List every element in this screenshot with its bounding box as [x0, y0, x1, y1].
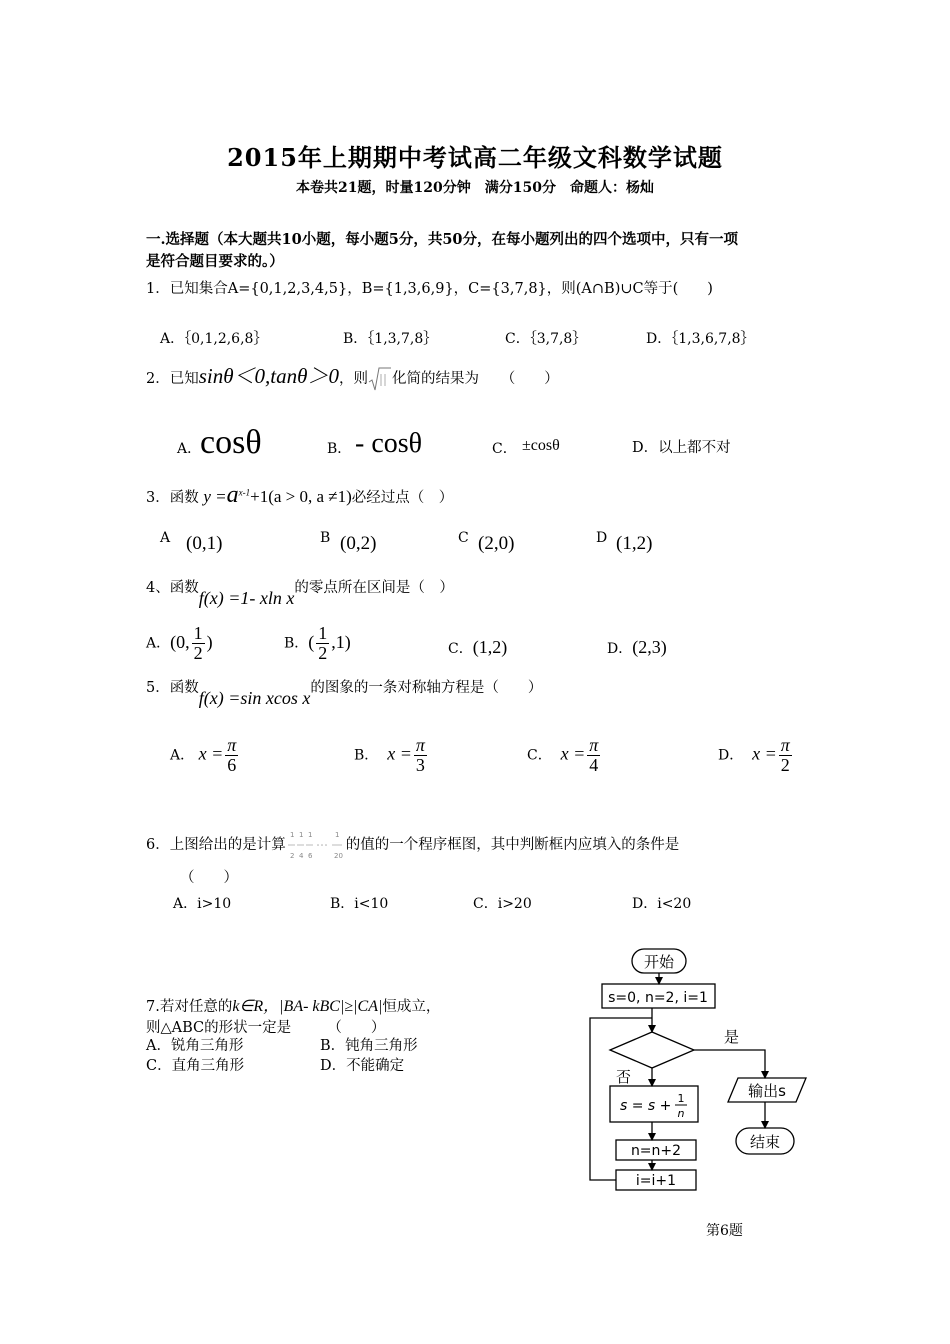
q2-option-a: cosθ [200, 424, 262, 461]
flow-yes-label: 是 [724, 1028, 740, 1046]
q7-option-b: B．钝角三角形 [320, 1038, 418, 1054]
flow-end-label: 结束 [749, 1133, 781, 1151]
radical-icon [368, 366, 392, 392]
q4-option-d: D．(2,3) [607, 637, 667, 657]
q4-option-a: A．(0, $\frac{1}{2}$ ) [146, 623, 213, 663]
q7-option-d: D．不能确定 [320, 1058, 405, 1074]
q2-prefix: 2．已知 [146, 371, 199, 387]
q6-option-d: D．i<20 [632, 896, 692, 912]
q3-option-a: (0,1) [186, 533, 223, 554]
flow-frac-num: 1 [677, 1092, 685, 1105]
sum-formula-icon [286, 828, 346, 862]
section-heading-line1: 一.选择题（本大题共10小题，每小题5分，共50分，在每小题列出的四个选项中，只有一项 [146, 231, 738, 248]
flow-output-label: 输出s [748, 1082, 786, 1100]
q7-option-a: A．锐角三角形 [146, 1038, 244, 1054]
q3-option-c: (2,0) [478, 533, 515, 554]
q4-option-c: C．(1,2) [448, 637, 508, 657]
q2-option-c-label: C． [492, 441, 517, 457]
q4-option-b: B．( $\frac{1}{2}$ ,1) [284, 623, 351, 663]
page-subtitle: 本卷共21题，时量120分钟 满分150分 命题人：杨灿 [296, 180, 654, 196]
q3-option-a-label: A [160, 530, 171, 546]
q1-option-a: A．｛0,1,2,6,8｝ [160, 331, 268, 347]
flow-update-i-label: i=i+1 [635, 1173, 677, 1189]
q2-option-d: D．以上都不对 [632, 440, 731, 456]
question-1: 1．已知集合A={0,1,2,3,4,5}，B={1,3,6,9}，C={3,7,8}，则(A∩B)∪C等于( ) [146, 281, 713, 297]
section-heading-line2: 是符合题目要求的。） [146, 253, 284, 270]
q5-option-c: C． x = $\frac{\pi}{4}$ [527, 735, 599, 775]
q3-option-b: (0,2) [340, 533, 377, 554]
svg-text:20: 20 [333, 852, 343, 860]
question-5: 5．函数f(x) =sin xcos x的图象的一条对称轴方程是（ ） [146, 680, 543, 708]
q2-suffix: 化简的结果为 （ ） [391, 371, 559, 387]
flowchart [588, 944, 818, 1214]
q1-option-d: D．｛1,3,6,7,8｝ [646, 331, 755, 347]
svg-text:2: 2 [289, 852, 295, 860]
q3-option-b-label: B [320, 530, 331, 546]
q7-option-c: C．直角三角形 [146, 1058, 245, 1074]
q3-option-d-label: D [596, 530, 608, 546]
q7-formula: k∈R，|BA- kBC|≥|CA| [232, 998, 383, 1015]
svg-text:1: 1 [298, 831, 304, 839]
flow-update-n-label: n=n+2 [630, 1143, 682, 1159]
q1-option-c: C．｛3,7,8｝ [505, 331, 587, 347]
q6-option-b: B．i<10 [330, 896, 389, 912]
q1-option-b: B．｛1,3,7,8｝ [343, 331, 438, 347]
question-2 [146, 360, 559, 392]
flow-init-label: s=0, n=2, i=1 [608, 990, 708, 1006]
q2-option-b-label: B． [327, 441, 352, 457]
q2-option-a-label: A． [177, 441, 202, 457]
svg-text:4: 4 [298, 852, 304, 860]
figure-caption: 第6题 [706, 1223, 743, 1239]
svg-text:6: 6 [307, 852, 313, 860]
question-3: 3．函数 $y =a^{x-1}+1(a > 0$, a ≠1)必经过点（ ） [146, 482, 454, 508]
svg-text:1: 1 [289, 831, 295, 839]
q6-option-c: C．i>20 [473, 896, 532, 912]
svg-text:1: 1 [307, 831, 313, 839]
q5-option-b: B． x = $\frac{\pi}{3}$ [354, 735, 425, 775]
q2-option-b: - cosθ [355, 428, 423, 459]
question-6: 6．上图给出的是计算 1 1 1 1 2 4 6 20 的值的一个程序框图，其中判断框内应填入的条件是 [146, 828, 679, 862]
q4-formula: f(x) =1- xln x [198, 588, 295, 608]
page-title: 2015年上期期中考试高二年级文科数学试题 [227, 143, 723, 172]
flow-no-label: 否 [616, 1068, 632, 1086]
q2-option-c: ±cosθ [522, 437, 560, 454]
q3-option-c-label: C [458, 530, 469, 546]
q5-formula: f(x) =sin xcos x [198, 688, 311, 708]
svg-text:1: 1 [334, 831, 340, 839]
q2-mid: ，则 [338, 371, 368, 387]
q6-option-a: A．i>10 [173, 896, 232, 912]
question-7: 7.若对任意的k∈R，|BA- kBC|≥|CA|恒成立， [146, 998, 441, 1015]
flow-decision-node [610, 1032, 694, 1068]
q5-option-a: A． x = $\frac{\pi}{6}$ [170, 735, 237, 775]
q6-paren: （ ） [180, 870, 238, 886]
question-4: 4、函数f(x) =1- xln x的零点所在区间是（ ） [146, 580, 454, 608]
q3-formula: $y =a^{x-1}+1(a > 0$, a ≠1) [203, 482, 352, 508]
q2-formula: sinθ＜0,tanθ＞0 [198, 364, 339, 388]
flow-frac-den: n [677, 1107, 685, 1120]
flow-start-label: 开始 [643, 953, 675, 971]
q3-option-d: (1,2) [616, 533, 653, 554]
q5-option-d: D． x = $\frac{\pi}{2}$ [718, 735, 790, 775]
q7-line2: 则△ABC的形状一定是 （ ） [146, 1020, 386, 1036]
flow-update-s-label: s = s + [620, 1098, 672, 1114]
